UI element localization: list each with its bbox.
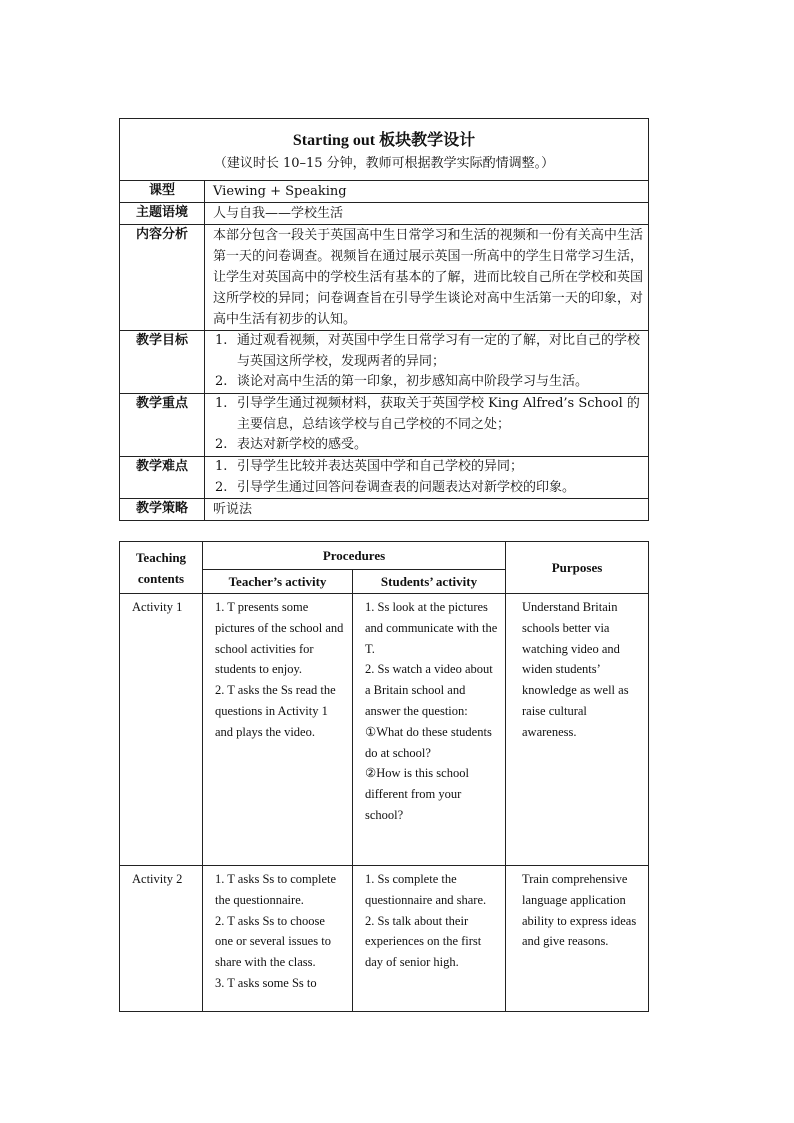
- teacher-step: 2. T asks Ss to choose one or several issues to share with the class.: [215, 913, 331, 970]
- list-item: 1. 引导学生通过视频材料，获取关于英国学校 King Alfred’s School 的主要信息，总结该学校与自己学校的不同之处；: [215, 396, 640, 432]
- list-item: 1. 引导学生比较并表达英国中学和自己学校的异同；: [215, 459, 524, 474]
- procedures-table: [119, 541, 649, 1012]
- student-step: 2. Ss watch a video about a Britain school and answer the question:: [365, 662, 493, 718]
- purpose-text: Understand Britain schools better via watching video and widen students’ knowledge as well as raise cultural awareness.: [522, 600, 629, 739]
- student-step: 1. Ss complete the questionnaire and share.: [365, 872, 487, 907]
- header-teaching-contents: Teaching contents: [120, 542, 203, 594]
- value-strategy: 听说法: [205, 499, 649, 521]
- activity-1-label: Activity 1: [120, 594, 203, 866]
- teacher-step: 1. T presents some pictures of the school and school activities for students to enjoy.: [215, 600, 344, 677]
- label-analysis: 内容分析: [120, 225, 205, 331]
- student-step: ①What do these students do at school?: [365, 724, 492, 760]
- teacher-step: 3. T asks some Ss to: [215, 975, 317, 990]
- label-strategy: 教学策略: [120, 499, 205, 521]
- teacher-step: 1. T asks Ss to complete the questionnaire.: [215, 872, 337, 907]
- duration-note: （建议时长 10–15 分钟，教师可根据教学实际酌情调整。）: [213, 156, 555, 171]
- student-step: 1. Ss look at the pictures and communicate with the T.: [365, 600, 498, 656]
- page-title: Starting out 板块教学设计: [292, 132, 476, 149]
- value-objectives: [205, 331, 649, 394]
- list-item: 2. 谈论对高中生活的第一印象，初步感知高中阶段学习与生活。: [215, 374, 589, 389]
- student-step: ②How is this school different from your school?: [365, 766, 469, 822]
- label-type: 课型: [120, 181, 205, 203]
- header-procedures: Procedures: [203, 542, 506, 570]
- value-analysis: 本部分包含一段关于英国高中生日常学习和生活的视频和一份有关高中生活第一天的问卷调查。视频旨在通过展示英国一所高中的学生日常学习生活，让学生对英国高中的学校生活有基本的了解，进而比较自己所在学校和英国这所学校的异同；问卷调查旨在引导学生谈论对高中生活第一天的印象，对高中生活有初步的认知。: [205, 225, 649, 331]
- label-difficulties: 教学难点: [120, 457, 205, 499]
- student-step: 2. Ss talk about their experiences on the first day of senior high.: [365, 913, 482, 970]
- activity-2-teacher: [203, 866, 353, 1012]
- value-key-points: [205, 394, 649, 457]
- label-theme: 主题语境: [120, 203, 205, 225]
- title-cell: [120, 119, 649, 181]
- activity-1-teacher: [203, 594, 353, 866]
- activity-1-students: [353, 594, 506, 866]
- header-purposes: Purposes: [506, 542, 649, 594]
- lesson-design-table: [119, 118, 649, 521]
- value-theme: 人与自我——学校生活: [205, 203, 649, 225]
- purpose-text: Train comprehensive language application ability to express ideas and give reasons.: [522, 872, 637, 949]
- activity-1-purposes: [506, 594, 649, 866]
- list-item: 2. 引导学生通过回答问卷调查表的问题表达对新学校的印象。: [215, 479, 576, 495]
- label-key-points: 教学重点: [120, 394, 205, 457]
- header-students-activity: Students’ activity: [353, 570, 506, 594]
- value-type: Viewing + Speaking: [205, 181, 649, 203]
- list-item: 2. 表达对新学校的感受。: [215, 437, 368, 452]
- teacher-step: 2. T asks the Ss read the questions in Activity 1 and plays the video.: [215, 683, 336, 739]
- activity-2-purposes: [506, 866, 649, 1012]
- activity-2-label: Activity 2: [120, 866, 203, 1012]
- value-difficulties: [205, 457, 649, 499]
- label-objectives: 教学目标: [120, 331, 205, 394]
- activity-2-students: [353, 866, 506, 1012]
- list-item: 1. 通过观看视频，对英国中学生日常学习有一定的了解，对比自己的学校与英国这所学校，发现两者的异同；: [215, 333, 641, 369]
- header-teacher-activity: Teacher’s activity: [203, 570, 353, 594]
